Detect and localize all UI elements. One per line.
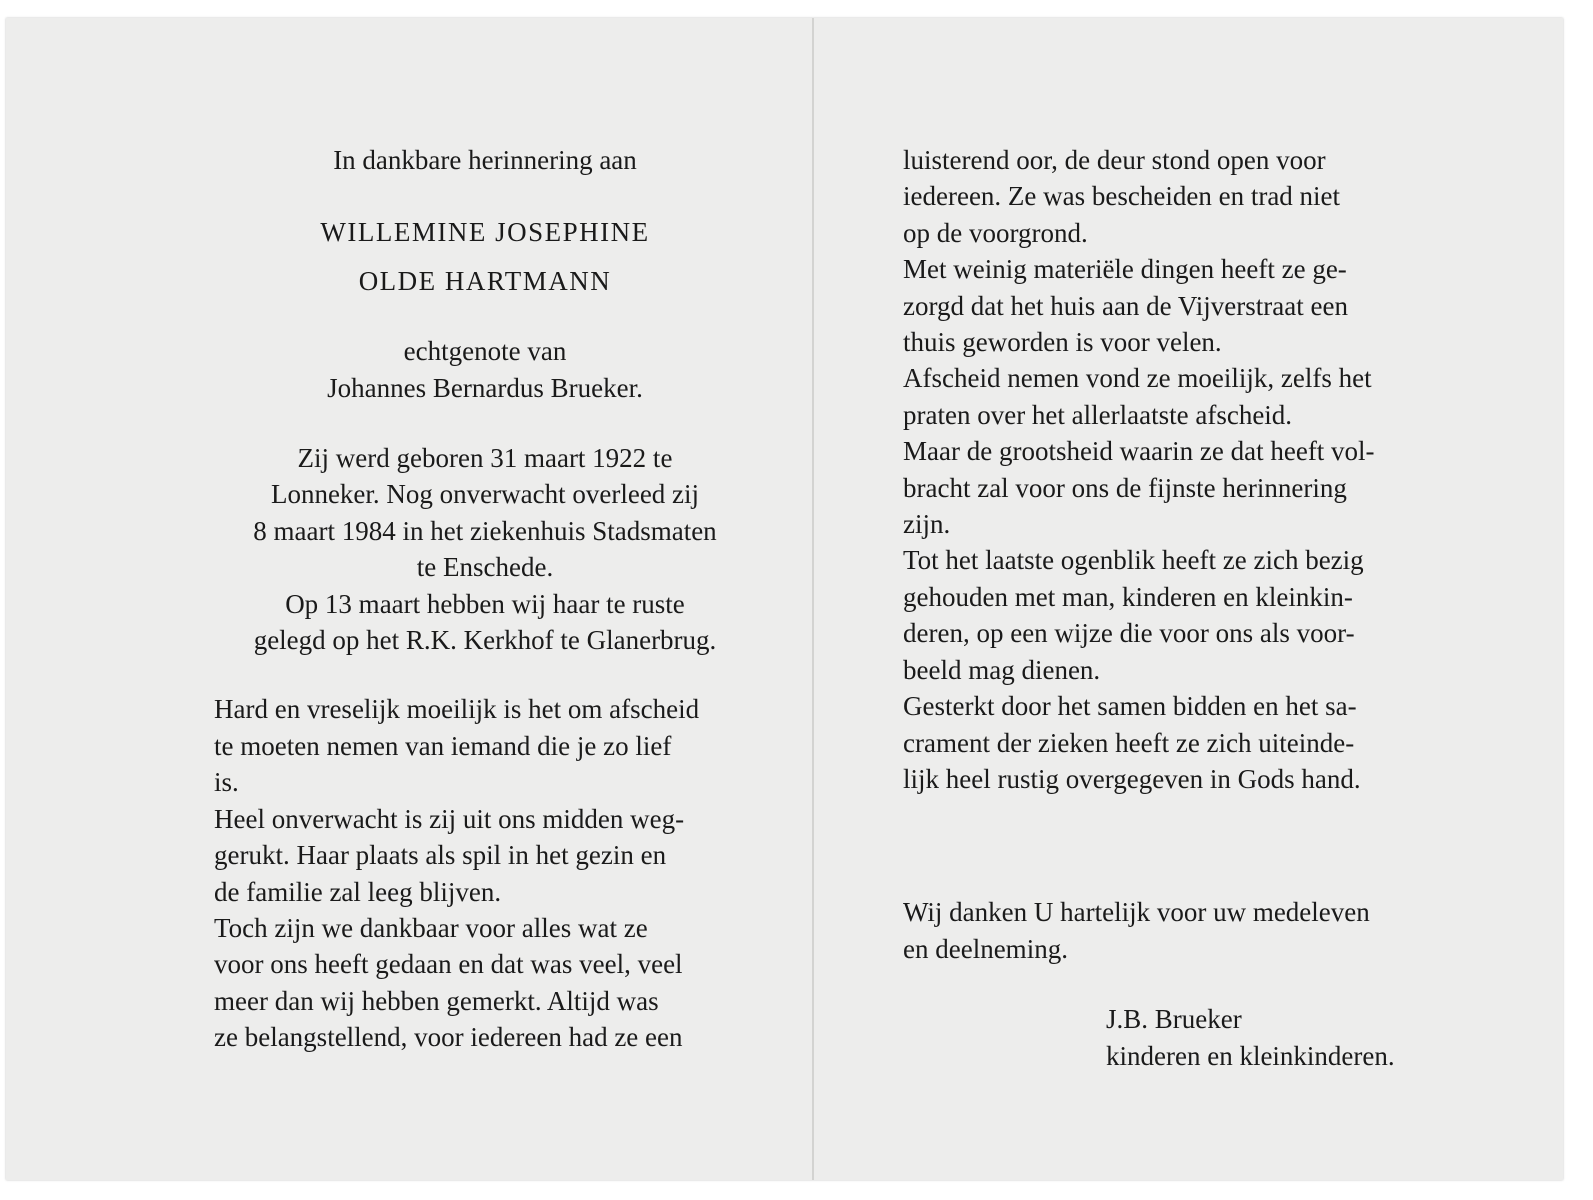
text-line: zorgd dat het huis aan de Vijverstraat een: [903, 290, 1348, 321]
text-line: iedereen. Ze was bescheiden en trad niet: [903, 181, 1341, 212]
right-paragraph-1: [903, 142, 1445, 251]
right-paragraph-2: [903, 251, 1445, 360]
text-line: op de voorgrond.: [903, 217, 1088, 248]
right-paragraph-3: [903, 360, 1445, 433]
left-paragraph-2: [214, 801, 756, 910]
text-line: Hard en vreselijk moeilijk is het om afscheid: [214, 694, 700, 725]
text-line: lijk heel rustig overgegeven in Gods hand.: [903, 763, 1361, 794]
text-line: Heel onverwacht is zij uit ons midden weg-: [214, 803, 685, 834]
text-line: thuis geworden is voor velen.: [903, 327, 1222, 358]
card-fold-line: [812, 18, 814, 1180]
text-line: Tot het laatste ogenblik heeft ze zich bezig: [903, 545, 1364, 576]
thank-you-note: [903, 894, 1445, 967]
signature-block: [1106, 1001, 1445, 1074]
right-panel: [903, 142, 1445, 1074]
right-paragraph-5: [903, 542, 1445, 688]
text-line: de familie zal leeg blijven.: [214, 876, 502, 907]
text-line: voor ons heeft gedaan en dat was veel, veel: [214, 949, 683, 980]
text-line: te Enschede.: [416, 552, 554, 583]
right-paragraph-4: [903, 433, 1445, 542]
spouse-name: Johannes Bernardus Brueker.: [327, 372, 643, 403]
text-line: beeld mag dienen.: [903, 654, 1101, 685]
text-line: te moeten nemen van iemand die je zo lief: [214, 730, 672, 761]
text-line: bracht zal voor ons de fijnste herinnering: [903, 472, 1347, 503]
text-line: gelegd op het R.K. Kerkhof te Glanerbrug.: [253, 625, 717, 656]
text-line: gehouden met man, kinderen en kleinkin-: [903, 581, 1353, 612]
text-line: meer dan wij hebben gemerkt. Altijd was: [214, 985, 659, 1016]
text-line: is.: [214, 767, 239, 798]
deceased-name-line1: WILLEMINE JOSEPHINE: [320, 217, 650, 248]
text-line: Op 13 maart hebben wij haar te ruste: [285, 588, 685, 619]
left-panel: [214, 142, 756, 1056]
text-line: 8 maart 1984 in het ziekenhuis Stadsmaten: [253, 515, 717, 546]
text-line: Maar de grootsheid waarin ze dat heeft vol-: [903, 436, 1375, 467]
text-line: Gesterkt door het samen bidden en het sa-: [903, 691, 1357, 722]
text-line: Lonneker. Nog onverwacht overleed zij: [270, 479, 700, 510]
deceased-name-line2: OLDE HARTMANN: [358, 265, 612, 296]
left-paragraph-1: [214, 691, 756, 800]
text-line: Afscheid nemen vond ze moeilijk, zelfs het: [903, 363, 1372, 394]
text-line: Zij werd geboren 31 maart 1922 te: [297, 443, 673, 474]
intro-text: In dankbare herinnering aan: [333, 145, 637, 175]
text-line: zijn.: [903, 509, 951, 540]
text-line: Met weinig materiële dingen heeft ze ge-: [903, 254, 1347, 285]
text-line: Wij danken U hartelijk voor uw medeleven: [903, 897, 1370, 928]
text-line: Toch zijn we dankbaar voor alles wat ze: [214, 912, 648, 943]
text-line: crament der zieken heeft ze zich uiteinde-: [903, 727, 1355, 758]
text-line: gerukt. Haar plaats als spil in het gezin en: [214, 840, 667, 871]
text-line: en deelneming.: [903, 933, 1068, 964]
spouse-label: echtgenote van: [403, 336, 567, 367]
text-line: ze belangstellend, voor iedereen had ze een: [214, 1022, 683, 1053]
signature-name: J.B. Brueker: [1106, 1004, 1242, 1035]
signature-family: kinderen en kleinkinderen.: [1106, 1040, 1395, 1071]
text-line: luisterend oor, de deur stond open voor: [903, 145, 1326, 175]
birth-death-text: [214, 440, 756, 586]
text-line: praten over het allerlaatste afscheid.: [903, 399, 1293, 430]
left-paragraph-3: [214, 910, 756, 1056]
text-line: deren, op een wijze die voor ons als voor-: [903, 618, 1355, 649]
right-paragraph-6: [903, 688, 1445, 797]
burial-text: [214, 586, 756, 659]
